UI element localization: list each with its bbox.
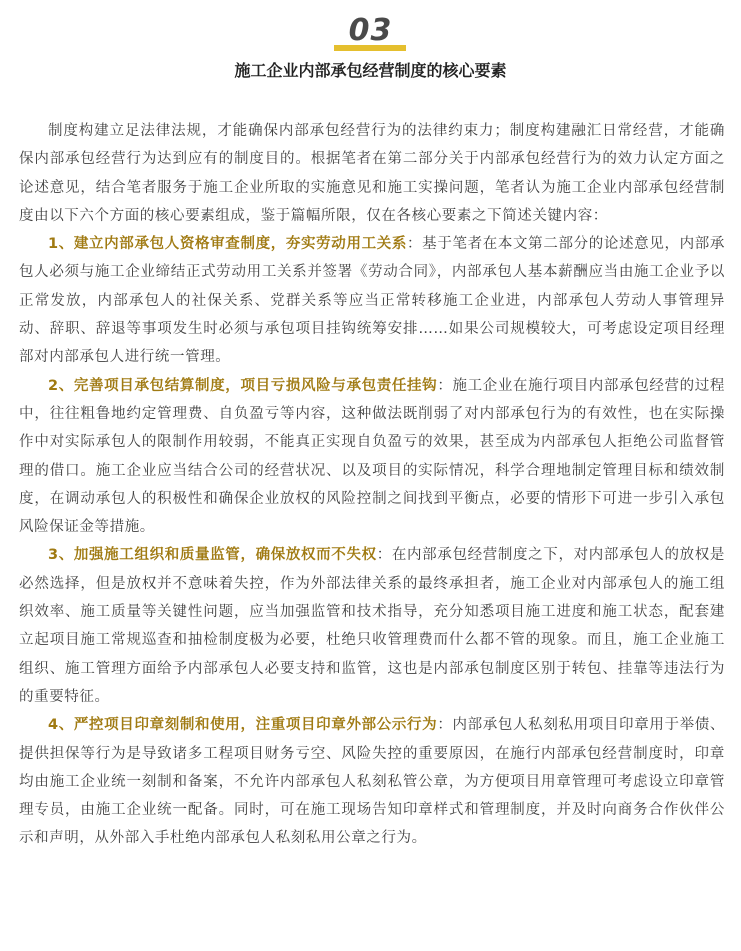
item-1-heading: 1、建立内部承包人资格审查制度，夯实劳动用工关系 bbox=[48, 236, 408, 253]
item-3-heading: 3、加强施工组织和质量监管，确保放权而不失权 bbox=[48, 547, 377, 564]
paragraph-item-1 bbox=[19, 230, 725, 371]
paragraph-item-2 bbox=[19, 372, 725, 542]
item-2-text: ：施工企业在施行项目内部承包经营的过程中，往往粗鲁地约定管理费、自负盈亏等内容，这种做法既削弱了对内部承包行为的有效性，也在实际操作中对实际承包人的限制作用较弱，不能真正实现自负盈亏的效果，甚至成为内部承包人拒绝公司监督管理的借口。施工企业应当结合公司的经营状况、以及项目的实际情况，科学合理地制定管理目标和绩效制度，在调动承包人的积极性和确保企业放权的风险控制之间找到平衡点，必要的情形下可进一步引入承包风险保证金等措施。 bbox=[19, 377, 726, 536]
item-4-text: ：内部承包人私刻私用项目印章用于举债、提供担保等行为是导致诸多工程项目财务亏空、风险失控的重要原因，在施行内部承包经营制度时，印章均由施工企业统一刻制和备案，不允许内部承包人私刻私管公章，为方便项目用章管理可考虑设立印章管理专员，由施工企业统一配备。同时，可在施工现场告知印章样式和管理制度，并及时向商务合作伙伴公示和声明，从外部入手杜绝内部承包人私刻私用公章之行为。 bbox=[19, 717, 726, 847]
item-2-heading: 2、完善项目承包结算制度，项目亏损风险与承包责任挂钩 bbox=[48, 377, 438, 394]
paragraph-item-4 bbox=[19, 711, 725, 852]
section-title: 施工企业内部承包经营制度的核心要素 bbox=[234, 61, 507, 80]
section-number: 03 bbox=[348, 13, 393, 48]
item-4-heading: 4、严控项目印章刻制和使用，注重项目印章外部公示行为 bbox=[48, 717, 438, 734]
item-3-text: ：在内部承包经营制度之下，对内部承包人的放权是必然选择，但是放权并不意味着失控，作为外部法律关系的最终承担者，施工企业对内部承包人的施工组织效率、施工质量等关键性问题，应当加强监管和技术指导，充分知悉项目施工进度和施工状态，配套建立起项目施工常规巡查和抽检制度极为必要，杜绝只收管理费而什么都不管的现象。而且，施工企业施工组织、施工管理方面给予内部承包人必要支持和监管，这也是内部承包制度区别于转包、挂靠等违法行为的重要特征。 bbox=[19, 547, 725, 705]
paragraph-item-3 bbox=[19, 541, 725, 711]
section-number-badge bbox=[0, 14, 741, 50]
intro-paragraph: 制度构建立足法律法规，才能确保内部承包经营行为的法律约束力；制度构建融汇日常经营，才能确保内部承包经营行为达到应有的制度目的。根据笔者在第二部分关于内部承包经营行为的效力认定方面之论述意见，结合笔者服务于施工企业所取的实施意见和施工实操问题，笔者认为施工企业内部承包经营制度由以下六个方面的核心要素组成，鉴于篇幅所限，仅在各核心要素之下简述关键内容： bbox=[19, 123, 725, 224]
article-body bbox=[19, 117, 725, 853]
item-1-text: ：基于笔者在本文第二部分的论述意见，内部承包人必须与施工企业缔结正式劳动用工关系并签署《劳动合同》，内部承包人基本薪酬应当由施工企业予以正常发放，内部承包人的社保关系、党群关系等应当正常转移施工企业进，内部承包人劳动人事管理异动、辞职、辞退等事项发生时必须与承包项目挂钩统筹安排……如果公司规模较大，可考虑设定项目经理部对内部承包人进行统一管理。 bbox=[19, 236, 725, 366]
